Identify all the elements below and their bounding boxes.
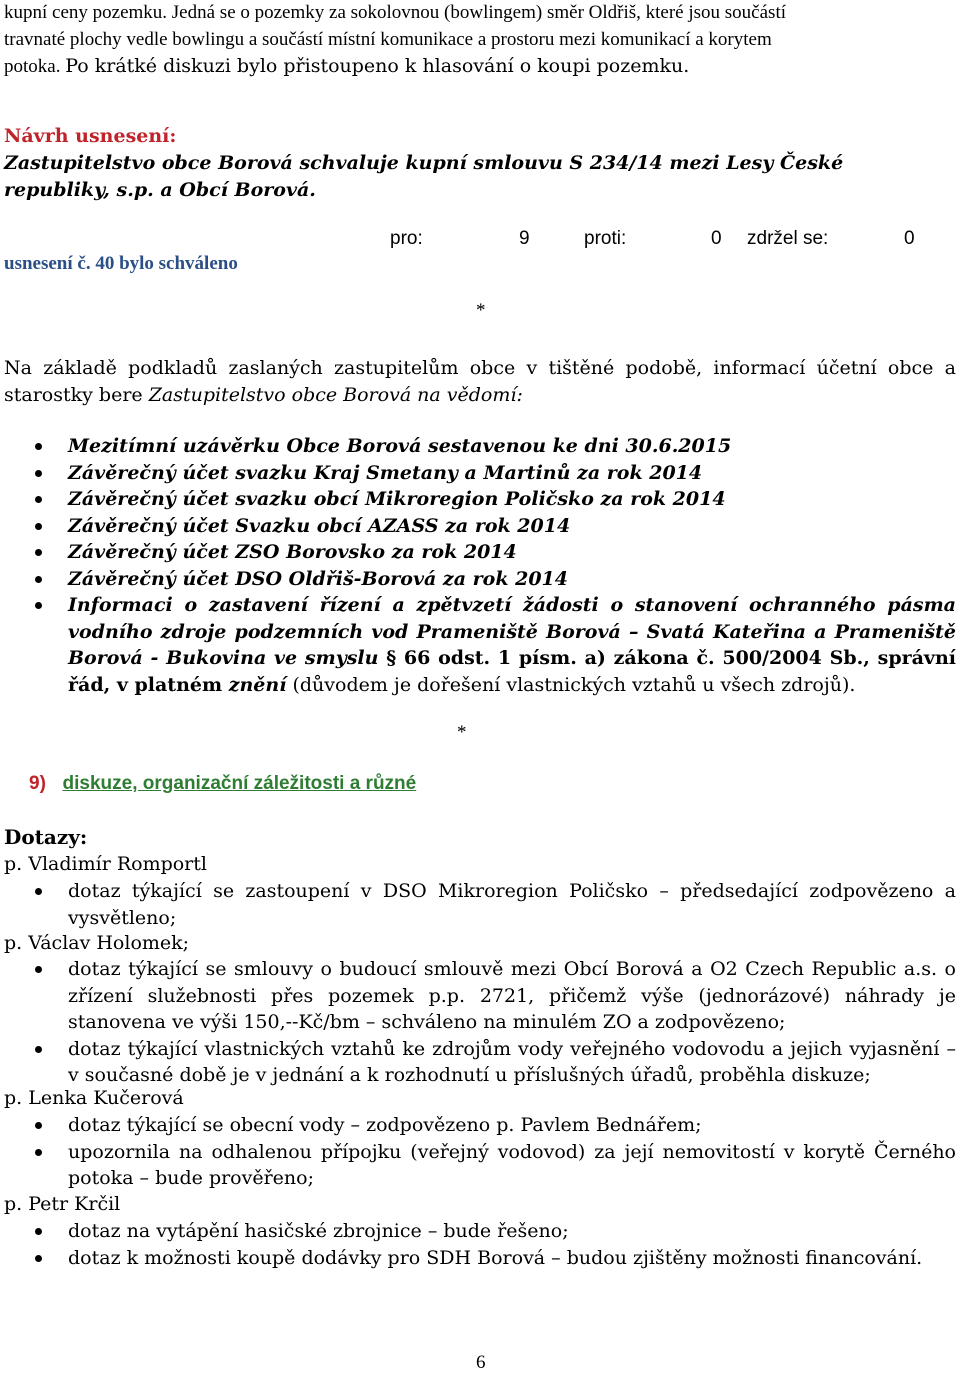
- acknowledgement-list: [4, 433, 956, 698]
- intro-line-3-start: potoka.: [4, 56, 66, 77]
- vote-proti-value: 0: [711, 228, 722, 249]
- last-item-part-4: znění: [228, 673, 287, 696]
- last-item-part-1: Informaci o zastavení řízení a zpětvzetí žádosti o stanovení ochranného pásma vodního zdroje podzemních vod Prameniště Borová – Svatá Kateřina a Prameniště Borová - Bukovina ve smyslu: [68, 594, 956, 669]
- list-item: dotaz týkající se obecní vody – zodpovězeno p. Pavlem Bednářem;: [4, 1112, 956, 1139]
- list-item: dotaz týkající se zastoupení v DSO Mikroregion Poličsko – předsedající zodpovězeno a vysvětleno;: [4, 878, 956, 931]
- vote-zdrzel-label: zdržel se:: [747, 228, 829, 249]
- questions-list-krcil: [4, 1218, 956, 1271]
- vote-proti-label: proti:: [584, 228, 627, 249]
- proposal-text: Zastupitelstvo obce Borová schvaluje kupní smlouvu S 234/14 mezi Lesy České republiky, s.p. a Obcí Borová.: [4, 152, 844, 201]
- person-krcil: p. Petr Krčil: [4, 1193, 121, 1215]
- list-item: Závěrečný účet ZSO Borovsko za rok 2014: [4, 539, 956, 566]
- acknowledgement-intro-italic: Zastupitelstvo obce Borová na vědomí:: [148, 383, 523, 406]
- last-item-part-3: , správní řád, v platném: [68, 647, 956, 696]
- person-holomek: p. Václav Holomek;: [4, 932, 190, 954]
- section-9-heading: [29, 772, 416, 795]
- intro-line-3-rest: Po krátké diskuzi bylo přistoupeno k hlasování o koupi pozemku.: [65, 55, 690, 77]
- list-item: dotaz na vytápění hasičské zbrojnice – bude řešeno;: [4, 1218, 956, 1245]
- list-item-last: [4, 592, 956, 698]
- list-item: dotaz k možnosti koupě dodávky pro SDH Borová – budou zjištěny možnosti financování.: [4, 1245, 956, 1272]
- proposal-heading: Návrh usnesení:: [4, 125, 177, 147]
- list-item: Mezitímní uzávěrku Obce Borová sestavenou ke dni 30.6.2015: [4, 433, 956, 460]
- section-9-title: diskuze, organizační záležitosti a různé: [62, 773, 417, 794]
- last-item-part-5: (důvodem je dořešení vlastnických vztahů u všech zdrojů).: [286, 673, 856, 696]
- person-romportl: p. Vladimír Romportl: [4, 853, 207, 875]
- page-number: 6: [476, 1352, 486, 1373]
- list-item: dotaz týkající vlastnických vztahů ke zdrojům vody veřejného vodovodu a jejich vyjasnění – v současné době je v jednání a k rozhodnutí u příslušných úřadů, proběhla diskuze;: [4, 1036, 956, 1089]
- vote-pro-value: 9: [519, 228, 530, 249]
- list-item: Závěrečný účet DSO Oldřiš-Borová za rok 2014: [4, 566, 956, 593]
- list-item: Závěrečný účet svazku Kraj Smetany a Martinů za rok 2014: [4, 460, 956, 487]
- person-kucerova: p. Lenka Kučerová: [4, 1087, 184, 1109]
- list-item: Závěrečný účet svazku obcí Mikroregion Poličsko za rok 2014: [4, 486, 956, 513]
- list-item: dotaz týkající se smlouvy o budoucí smlouvě mezi Obcí Borová a O2 Czech Republic a.s. o zřízení služebnosti přes pozemek p.p. 2721, přičemž výše (jednorázové) náhrady je stanovena ve výši 150,--Kč/bm – schváleno na minulém ZO a zodpovězeno;: [4, 956, 956, 1036]
- questions-list-holomek: [4, 956, 956, 1089]
- separator-star-2: *: [457, 722, 467, 743]
- list-item: Závěrečný účet Svazku obcí AZASS za rok 2014: [4, 513, 956, 540]
- list-item: upozornila na odhalenou přípojku (veřejný vodovod) za její nemovitostí v korytě Černého potoka – bude prověřeno;: [4, 1139, 956, 1192]
- intro-line-1: kupní ceny pozemku. Jedná se o pozemky za sokolovnou (bowlingem) směr Oldřiš, které jsou součástí: [4, 2, 786, 23]
- acknowledgement-intro: [4, 355, 956, 408]
- questions-heading: Dotazy:: [4, 825, 88, 849]
- vote-zdrzel-value: 0: [904, 228, 915, 249]
- questions-list-romportl: [4, 878, 956, 931]
- section-9-number: 9): [29, 773, 46, 794]
- separator-star-1: *: [476, 300, 486, 321]
- vote-result: usnesení č. 40 bylo schváleno: [4, 253, 238, 274]
- intro-paragraph: [4, 0, 956, 81]
- questions-list-kucerova: [4, 1112, 956, 1192]
- acknowledgement-intro-text: Na základě podkladů zaslaných zastupitelům obce v tištěné podobě, informací účetní obce a starostky bere: [4, 357, 956, 406]
- intro-line-3: [4, 53, 956, 81]
- intro-line-2: travnaté plochy vedle bowlingu a součástí místní komunikace a prostoru mezi komunikací a korytem: [4, 28, 772, 50]
- last-item-part-2: § 66 odst. 1 písm. a) zákona č. 500/2004 Sb.: [386, 647, 864, 669]
- vote-pro-label: pro:: [390, 228, 423, 249]
